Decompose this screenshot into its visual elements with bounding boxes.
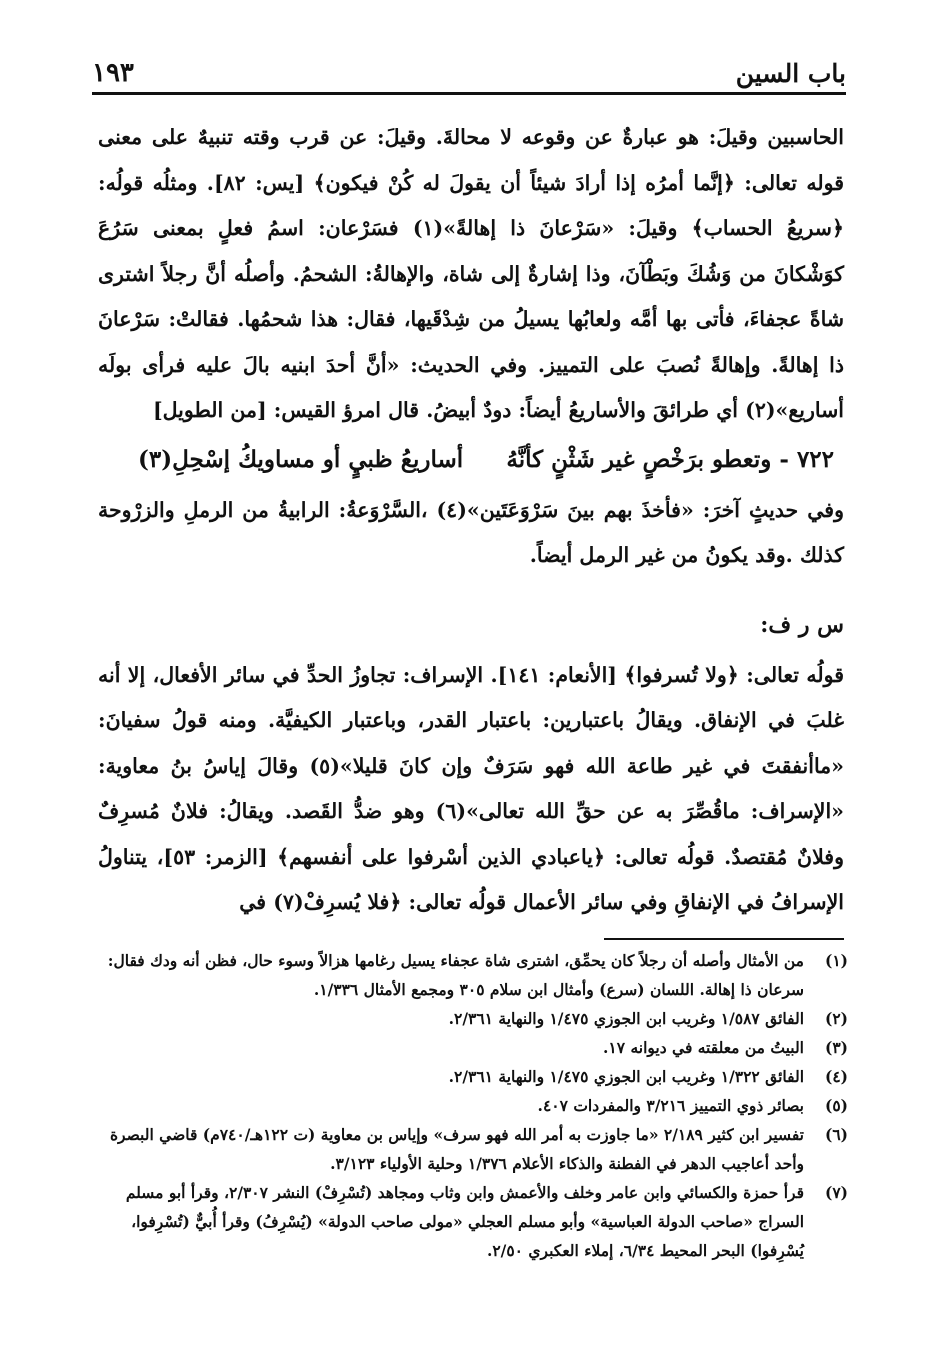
verse-number: ٧٢٢ - — [779, 445, 834, 473]
footnote-number: (٧) — [824, 1183, 848, 1202]
footnote-text: قرأ حمزة والكسائي وابن عامر وخلف والأعمش وابن وثاب ومجاهد (تُسْرِفْ) النشر ٢/٣٠٧، وقرأ أبو مسلم السراج «صاحب الدولة العباسية» وأبو مسلم العجلي «مولى صاحب الدولة» (يُسْرِفُ) وقرأ أُبيٌّ (تُسْرِفوا، يُسْرِفوا) البحر المحيط ٦/٣٤، إملاء العكبري ٢/٥٠. — [125, 1183, 804, 1260]
page-header — [92, 50, 846, 95]
footnote-number: (٢) — [824, 1009, 848, 1028]
footnote-item — [98, 1004, 848, 1033]
footnote-number: (٥) — [824, 1096, 848, 1115]
paragraph-2: وفي حديثٍ آخرَ: «فأخذَ بهم بينَ سَرْوَعَتَين»(٤) ،السَّرْوَعةُ: الرابيةُ من الرملِ والزرْوحة كذلك .وقد يكونُ من غير الرمل أيضاً. — [98, 497, 844, 567]
footnote-item — [98, 1178, 848, 1265]
footnote-text: الفائق ١/٣٢٢ وغريب ابن الجوزي ١/٤٧٥ والنهاية ٢/٣٦١. — [448, 1067, 804, 1086]
footnote-divider — [604, 938, 844, 940]
paragraph-3: قولُه تعالى: ﴿ولا تُسرفوا﴾ [الأنعام: ١٤١]. الإسراف: تجاوزُ الحدِّ في سائر الأفعال، إلا أنه غلبَ في الإنفاق. ويقالُ باعتبارين: باعتبار القدر، وباعتبار الكيفيَّة. ومنه قولُ سفيانَ: «ماأنفقتَ في غير طاعة الله فهو سَرَفٌ وإن كانَ قليلا»(٥) وقالَ إياسُ بنُ معاوية: «الإسراف: ماقُصِّرَ به عن حقِّ الله تعالى»(٦) وهو ضدُّ القَصد. ويقالُ: فلانٌ مُسرِفٌ وفلانٌ مُقتصدٌ. قولُه تعالى: ﴿ياعبادي الذين أسْرفوا على أنفسهم﴾ [الزمر: ٥٣]، يتناولُ الإسرافُ في الإنفاقِ وفي سائر الأعمال قولُه تعالى: ﴿فلا يُسرِفْ(٧) في — [98, 662, 844, 914]
verse-right-text: وتعطو برَخْصٍ غير شَثْنٍ كأنَّهُ — [506, 445, 772, 473]
footnote-number: (٤) — [824, 1067, 848, 1086]
page-number: ١٩٣ — [92, 58, 134, 88]
footnotes — [98, 946, 848, 1265]
paragraph-1: الحاسبين وقيلَ: هو عبارةٌ عن وقوعه لا محالةَ. وقيلَ: عن قرب وقته تنبيهٌ على معنى قوله تعالى: ﴿إنَّما أمرُه إذا أرادَ شيئاً أن يقولَ له كُنْ فيكون﴾ [يس: ٨٢]. ومثلُه قولُه: ﴿سريعُ الحساب﴾ وقيلَ: «سَرْعانَ ذا إهالةً»(١) فسَرْعان: اسمُ فعلٍ بمعنى سَرُعَ كوَشْكانَ من وَشُكَ وبَطْآنَ، وذا إشارةٌ إلى شاة، والإهالةُ: الشحمُ. وأصلُه أنَّ رجلاً اشترى شاةً عجفاءَ، فأتى بها أمَّه ولعابُها يسيلُ من شِدْقَيها، فقال: هذا شحمُها. فقالتْ: سَرْعانَ ذا إهالةً. وإهالةً نُصبَ على التمييز. وفي الحديث: «أنَّ أحدَ ابنيه بالَ عليه فرأى بولَه أساريع»(٢) أي طرائقَ والأساريعُ أيضاً: دودٌ أبيضُ. قال امرؤ القيس: [من الطويل] — [98, 125, 845, 422]
footnote-item — [98, 1033, 848, 1062]
footnote-text: من الأمثال وأصله أن رجلاً كان يحمِّق، اشترى شاة عجفاء يسيل رغامها هزالاً وسوء حال، فظن أنه ودك فقال: سرعان ذا إهالة. اللسان (سرع) وأمثال ابن سلام ٣٠٥ ومجمع الأمثال ١/٣٣٦. — [107, 951, 804, 999]
footnote-item — [98, 1091, 848, 1120]
footnote-item — [98, 946, 848, 1004]
verse-first-hemistich — [506, 436, 834, 484]
verse-left-text: أساريعُ ظبيٍ أو مساويكُ إسْحِلِ(٣) — [138, 445, 464, 473]
footnote-number: (١) — [824, 951, 848, 970]
section-heading: س ر ف: — [760, 611, 844, 638]
footnote-text: الفائق ١/٥٨٧ وغريب ابن الجوزي ١/٤٧٥ والنهاية ٢/٣٦١. — [448, 1009, 804, 1028]
main-text — [98, 115, 844, 926]
footnote-item — [98, 1062, 848, 1091]
poetry-verse — [98, 436, 844, 484]
footnote-text: البيتُ من معلقته في ديوانه ١٧. — [603, 1038, 804, 1057]
chapter-title: باب السين — [735, 59, 846, 88]
footnote-text: بصائر ذوي التمييز ٣/٢١٦ والمفردات ٤٠٧. — [537, 1096, 804, 1115]
footnote-text: تفسير ابن كثير ٢/١٨٩ «ما جاوزت به أمر الله فهو سرف» وإياس بن معاوية (ت ١٢٢هـ/٧٤٠م) قاضي البصرة وأحد أعاجيب الدهر في الفطنة والذكاء الأعلام ١/٣٧٦ وحلية الأولياء ٣/١٢٣. — [109, 1125, 804, 1173]
footnote-number: (٦) — [824, 1125, 848, 1144]
footnote-item — [98, 1120, 848, 1178]
footnote-number: (٣) — [824, 1038, 848, 1057]
